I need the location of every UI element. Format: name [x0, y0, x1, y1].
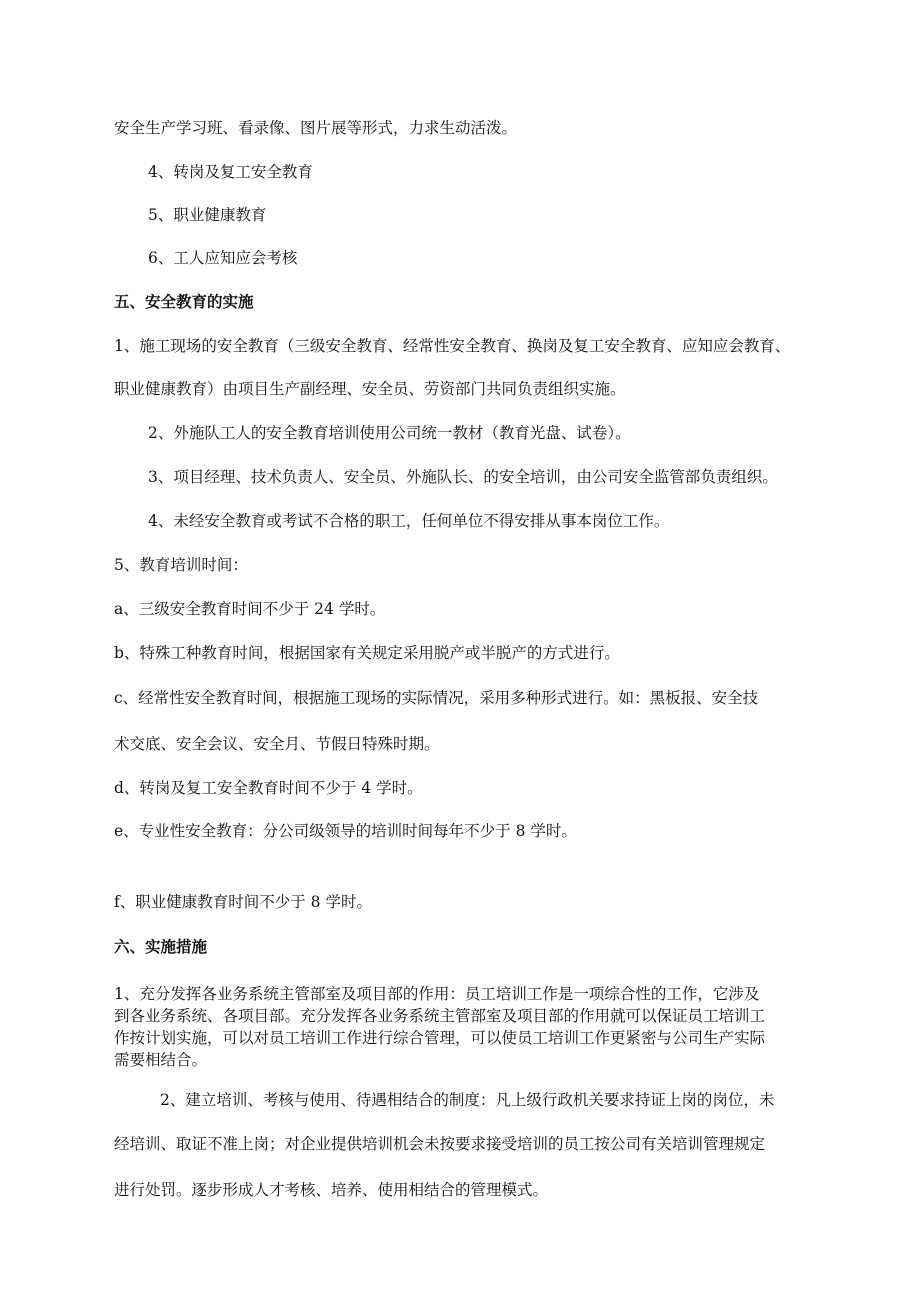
paragraph-line: 1、施工现场的安全教育（三级安全教育、经常性安全教育、换岗及复工安全教育、应知应会教育、 — [114, 337, 791, 355]
paragraph-line: 作按计划实施，可以对员工培训工作进行综合管理，可以使员工培训工作更紧密与公司生产实际 — [114, 1029, 766, 1047]
paragraph-line: 经培训、取证不准上岗；对企业提供培训机会未按要求接受培训的员工按公司有关培训管理规定 — [114, 1135, 766, 1153]
paragraph-line: 安全生产学习班、看录像、图片展等形式，力求生动活泼。 — [114, 119, 518, 137]
list-item: e、专业性安全教育：分公司级领导的培训时间每年不少于 8 学时。 — [114, 822, 577, 840]
list-item: 5、职业健康教育 — [148, 206, 267, 224]
list-item: 4、转岗及复工安全教育 — [148, 163, 313, 181]
list-item: c、经常性安全教育时间，根据施工现场的实际情况，采用多种形式进行。如：黑板报、安全技 — [114, 689, 759, 707]
list-item: f、职业健康教育时间不少于 8 学时。 — [114, 893, 372, 911]
paragraph-line: 1、充分发挥各业务系统主管部室及项目部的作用：员工培训工作是一项综合性的工作，它涉及 — [114, 985, 760, 1003]
list-item: 3、项目经理、技术负责人、安全员、外施队长、的安全培训，由公司安全监管部负责组织。 — [148, 468, 778, 486]
paragraph-line: 职业健康教育）由项目生产副经理、安全员、劳资部门共同负责组织实施。 — [114, 380, 626, 398]
list-item: 2、外施队工人的安全教育培训使用公司统一教材（教育光盘、试卷）。 — [148, 424, 631, 442]
section-heading: 六、实施措施 — [114, 938, 208, 956]
list-item: b、特殊工种教育时间，根据国家有关规定采用脱产或半脱产的方式进行。 — [114, 644, 620, 662]
section-heading: 五、安全教育的实施 — [114, 293, 254, 311]
paragraph-line: 2、建立培训、考核与使用、待遇相结合的制度：凡上级行政机关要求持证上岗的岗位，未 — [160, 1091, 775, 1109]
paragraph-line: 术交底、安全会议、安全月、节假日特殊时期。 — [114, 735, 440, 753]
paragraph-line: 需要相结合。 — [114, 1051, 208, 1069]
list-item: a、三级安全教育时间不少于 24 学时。 — [114, 600, 386, 618]
list-item: 5、教育培训时间： — [114, 556, 248, 574]
list-item: 6、工人应知应会考核 — [148, 249, 298, 267]
list-item: d、转岗及复工安全教育时间不少于 4 学时。 — [114, 779, 423, 797]
list-item: 4、未经安全教育或考试不合格的职工，任何单位不得安排从事本岗位工作。 — [148, 512, 670, 530]
paragraph-line: 进行处罚。逐步形成人才考核、培养、使用相结合的管理模式。 — [114, 1181, 549, 1199]
paragraph-line: 到各业务系统、各项目部。充分发挥各业务系统主管部室及项目部的作用就可以保证员工培训工 — [114, 1007, 766, 1025]
